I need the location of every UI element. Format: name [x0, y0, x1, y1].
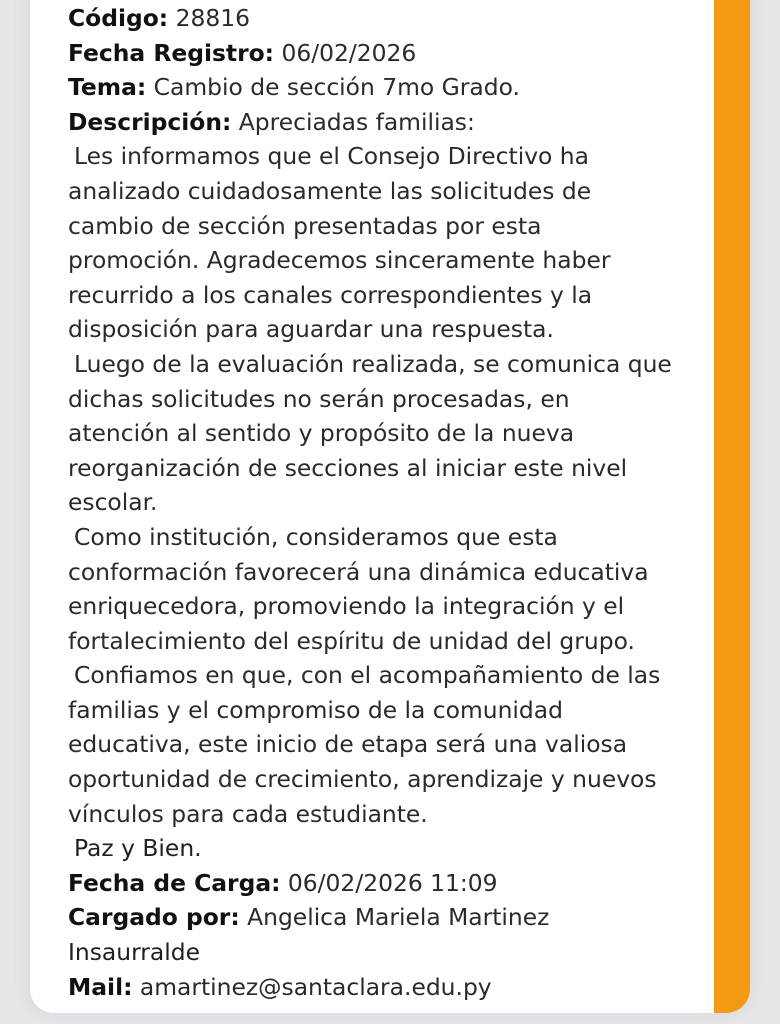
paragraph-line: Confiamos en que, con el acompañamiento de las [74, 661, 661, 690]
paragraph-line: disposición para aguardar una respuesta. [68, 315, 554, 344]
paragraph-line: conformación favorecerá una dinámica educativa [68, 557, 649, 586]
fecha-carga-label: Fecha de Carga: [68, 868, 281, 897]
paragraph-line: fortalecimiento del espíritu de unidad del grupo. [68, 626, 635, 655]
paragraph-line: educativa, este inicio de etapa será una valiosa [68, 730, 628, 759]
descripcion-label: Descripción: [68, 107, 232, 136]
codigo-row [68, 1, 708, 36]
paragraph-line: reorganización de secciones al iniciar este nivel [68, 453, 628, 482]
descripcion-paragraph-4 [68, 658, 708, 831]
fecha-registro-value: 06/02/2026 [281, 38, 417, 67]
descripcion-paragraph-1 [68, 139, 708, 347]
paragraph-line: cambio de sección presentadas por esta [68, 211, 542, 240]
paragraph-line: analizado cuidadosamente las solicitudes de [68, 176, 592, 205]
mail-value[interactable]: amartinez@santaclara.edu.py [139, 972, 492, 1001]
paragraph-line: atención al sentido y propósito de la nueva [68, 419, 575, 448]
paragraph-line: familias y el compromiso de la comunidad [68, 695, 563, 724]
cargado-por-label: Cargado por: [68, 903, 240, 932]
fecha-registro-row [68, 36, 708, 71]
descripcion-paragraph-3 [68, 520, 708, 658]
fecha-registro-label: Fecha Registro: [68, 38, 275, 67]
paragraph-line: Como institución, consideramos que esta [74, 522, 558, 551]
notice-content [68, 1, 708, 1004]
cargado-por-value: Angelica Mariela Martinez [247, 903, 550, 932]
paragraph-line: Luego de la evaluación realizada, se comunica que [74, 349, 672, 378]
codigo-label: Código: [68, 4, 169, 32]
paragraph-line: enriquecedora, promoviendo la integración y el [68, 592, 625, 621]
paragraph-line: vínculos para cada estudiante. [68, 799, 428, 828]
mail-label: Mail: [68, 972, 133, 1001]
closing-text: Paz y Bien. [74, 834, 202, 863]
codigo-value: 28816 [175, 4, 251, 32]
cargado-por-continuation: Insaurralde [68, 938, 200, 967]
fecha-carga-row [68, 866, 708, 901]
descripcion-paragraph-2 [68, 347, 708, 520]
paragraph-line: Les informamos que el Consejo Directivo ha [74, 142, 589, 171]
paragraph-line: oportunidad de crecimiento, aprendizaje y nuevos [68, 765, 657, 794]
descripcion-row [68, 105, 708, 140]
notice-card [30, 0, 750, 1013]
paragraph-line: recurrido a los canales correspondientes y la [68, 280, 593, 309]
tema-value: Cambio de sección 7mo Grado. [153, 73, 520, 102]
cargado-por-row [68, 900, 708, 935]
paragraph-line: dichas solicitudes no serán procesadas, en [68, 384, 570, 413]
tema-row [68, 70, 708, 105]
descripcion-intro: Apreciadas familias: [238, 107, 475, 136]
tema-label: Tema: [68, 73, 147, 102]
fecha-carga-value: 06/02/2026 11:09 [287, 868, 498, 897]
paragraph-line: escolar. [68, 488, 158, 517]
accent-bar [714, 0, 750, 1013]
mail-row [68, 970, 708, 1005]
paragraph-line: promoción. Agradecemos sinceramente haber [68, 246, 611, 275]
